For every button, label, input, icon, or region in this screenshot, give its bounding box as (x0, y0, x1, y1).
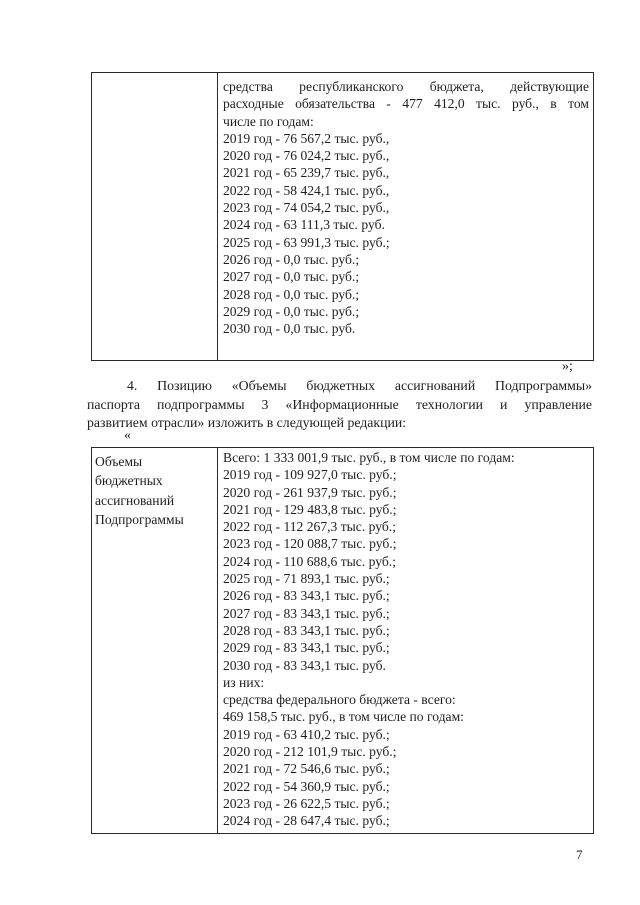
table1-line: числе по годам: (223, 113, 314, 129)
table2-line: 2024 год - 28 647,4 тыс. руб.; (223, 813, 390, 829)
table2-line: 2025 год - 71 893,1 тыс. руб.; (223, 571, 390, 587)
table1-line: 2030 год - 0,0 тыс. руб. (223, 321, 356, 337)
table2-line: из них: (223, 674, 265, 690)
table2-line: 2024 год - 110 688,6 тыс. руб.; (223, 553, 396, 569)
table1-line: 2027 год - 0,0 тыс. руб.; (223, 269, 360, 285)
table2-line: 2026 год - 83 343,1 тыс. руб.; (223, 588, 390, 604)
paragraph-line: паспорта подпрограммы 3 «Информационные технологии и управление (87, 396, 592, 412)
table2-line: 2021 год - 72 546,6 тыс. руб.; (223, 761, 390, 777)
table2-left-cell (92, 448, 218, 833)
table2-line: 469 158,5 тыс. руб., в том числе по годам: (223, 709, 464, 725)
table1-line: 2024 год - 63 111,3 тыс. руб. (223, 217, 385, 233)
table2-line: средства федерального бюджета - всего: (223, 692, 456, 708)
table2-line: 2019 год - 109 927,0 тыс. руб.; (223, 467, 397, 483)
table2-line: 2023 год - 120 088,7 тыс. руб.; (223, 536, 397, 552)
table1-line: 2022 год - 58 424,1 тыс. руб., (223, 182, 390, 198)
table2-left-line: Объемы (95, 454, 143, 469)
table2-left-line: ассигнований (95, 492, 175, 508)
table1-line: 2019 год - 76 567,2 тыс. руб., (223, 130, 390, 146)
table2-line: 2029 год - 83 343,1 тыс. руб.; (223, 640, 390, 656)
budget-table-continued (91, 72, 594, 361)
table1-line: 2021 год - 65 239,7 тыс. руб., (223, 165, 390, 181)
table1-line: 2023 год - 74 054,2 тыс. руб., (223, 200, 390, 216)
table2-line: 2022 год - 54 360,9 тыс. руб.; (223, 778, 390, 794)
budget-allocations-table (91, 447, 594, 834)
table1-left-cell (92, 73, 218, 360)
table2-line: Всего: 1 333 001,9 тыс. руб., в том числе по годам: (223, 450, 515, 465)
table1-line: 2029 год - 0,0 тыс. руб.; (223, 303, 360, 319)
table2-line: 2019 год - 63 410,2 тыс. руб.; (223, 726, 390, 742)
table1-right-cell (218, 73, 593, 360)
paragraph-line: развитием отрасли» изложить в следующей редакции: (87, 415, 407, 430)
table2-line: 2020 год - 261 937,9 тыс. руб.; (223, 484, 397, 500)
table1-line: 2020 год - 76 024,2 тыс. руб., (223, 148, 390, 164)
closing-quote: »; (562, 359, 573, 374)
table2-line: 2023 год - 26 622,5 тыс. руб.; (223, 795, 390, 811)
table1-line: 2026 год - 0,0 тыс. руб.; (223, 251, 360, 267)
table2-right-cell (218, 448, 593, 833)
table2-line: 2021 год - 129 483,8 тыс. руб.; (223, 501, 397, 517)
table2-line: 2027 год - 83 343,1 тыс. руб.; (223, 605, 390, 621)
table2-line: 2030 год - 83 343,1 тыс. руб. (223, 657, 386, 673)
table2-line: 2028 год - 83 343,1 тыс. руб.; (223, 622, 390, 638)
table2-left-line: бюджетных (95, 473, 163, 489)
table2-left-line: Подпрограммы (95, 511, 184, 527)
table1-line: 2028 год - 0,0 тыс. руб.; (223, 286, 360, 302)
table1-line: расходные обязательства - 477 412,0 тыс. руб., в том (223, 96, 589, 112)
opening-quote: « (124, 428, 131, 443)
table2-line: 2022 год - 112 267,3 тыс. руб.; (223, 519, 396, 535)
page-number: 7 (576, 847, 583, 862)
amendment-paragraph (87, 377, 592, 433)
table1-line: 2025 год - 63 991,3 тыс. руб.; (223, 234, 390, 250)
paragraph-line: 4. Позицию «Объемы бюджетных ассигнований Подпрограммы» (127, 378, 592, 393)
table1-line: средства республиканского бюджета, действующие (223, 79, 589, 94)
table2-line: 2020 год - 212 101,9 тыс. руб.; (223, 744, 397, 760)
